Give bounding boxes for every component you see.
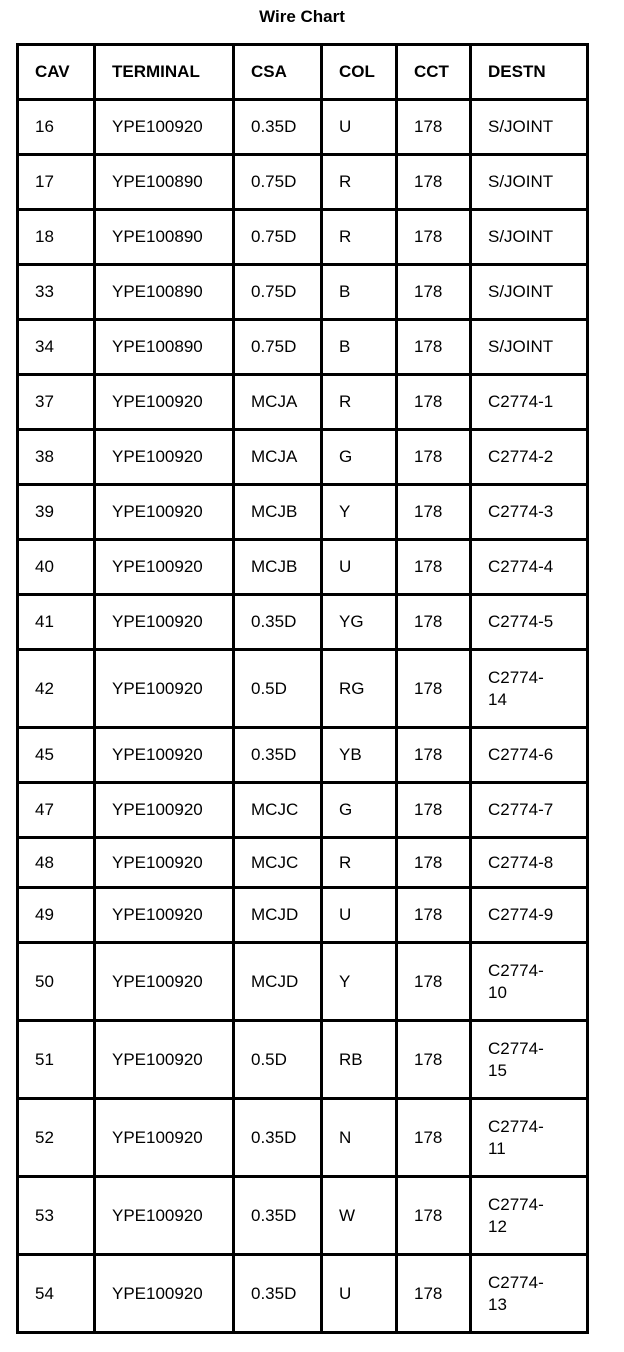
cell-csa: 0.75D: [234, 265, 322, 320]
table-row: [18, 1021, 588, 1099]
cell-destn: C2774-8: [471, 838, 588, 888]
table-row: [18, 375, 588, 430]
cell-col: B: [322, 265, 397, 320]
cell-col: U: [322, 100, 397, 155]
cell-csa: 0.35D: [234, 1099, 322, 1177]
cell-terminal: YPE100920: [95, 1177, 234, 1255]
column-header-cct: CCT: [397, 45, 471, 100]
cell-destn: C2774-2: [471, 430, 588, 485]
cell-csa: 0.35D: [234, 728, 322, 783]
cell-cct: 178: [397, 100, 471, 155]
cell-col: U: [322, 540, 397, 595]
cell-cav: 53: [18, 1177, 95, 1255]
column-header-terminal: TERMINAL: [95, 45, 234, 100]
cell-col: RB: [322, 1021, 397, 1099]
cell-col: RG: [322, 650, 397, 728]
table-row: [18, 728, 588, 783]
cell-destn: C2774-3: [471, 485, 588, 540]
cell-col: U: [322, 888, 397, 943]
cell-cav: 42: [18, 650, 95, 728]
cell-csa: MCJD: [234, 943, 322, 1021]
cell-cct: 178: [397, 155, 471, 210]
cell-col: YG: [322, 595, 397, 650]
table-row: [18, 155, 588, 210]
cell-terminal: YPE100920: [95, 540, 234, 595]
cell-destn: C2774- 10: [471, 943, 588, 1021]
cell-terminal: YPE100920: [95, 728, 234, 783]
table-row: [18, 100, 588, 155]
cell-cct: 178: [397, 650, 471, 728]
cell-cct: 178: [397, 1021, 471, 1099]
cell-cct: 178: [397, 943, 471, 1021]
cell-cav: 17: [18, 155, 95, 210]
cell-terminal: YPE100920: [95, 375, 234, 430]
cell-destn: S/JOINT: [471, 320, 588, 375]
cell-cct: 178: [397, 540, 471, 595]
table-row: [18, 485, 588, 540]
cell-csa: 0.75D: [234, 210, 322, 265]
cell-cct: 178: [397, 728, 471, 783]
cell-cav: 54: [18, 1255, 95, 1333]
cell-terminal: YPE100920: [95, 1099, 234, 1177]
cell-cav: 51: [18, 1021, 95, 1099]
table-row: [18, 1255, 588, 1333]
cell-cav: 34: [18, 320, 95, 375]
cell-csa: MCJC: [234, 838, 322, 888]
cell-destn: C2774- 11: [471, 1099, 588, 1177]
table-row: [18, 595, 588, 650]
wire-chart-table: [16, 43, 589, 1334]
table-header-row: [18, 45, 588, 100]
cell-terminal: YPE100920: [95, 1255, 234, 1333]
cell-terminal: YPE100920: [95, 888, 234, 943]
cell-destn: C2774-5: [471, 595, 588, 650]
cell-terminal: YPE100890: [95, 210, 234, 265]
table-row: [18, 650, 588, 728]
cell-cav: 16: [18, 100, 95, 155]
cell-cct: 178: [397, 595, 471, 650]
cell-destn: S/JOINT: [471, 155, 588, 210]
cell-destn: C2774-7: [471, 783, 588, 838]
cell-terminal: YPE100890: [95, 265, 234, 320]
cell-csa: 0.5D: [234, 1021, 322, 1099]
cell-terminal: YPE100890: [95, 155, 234, 210]
table-row: [18, 320, 588, 375]
cell-terminal: YPE100920: [95, 430, 234, 485]
table-row: [18, 540, 588, 595]
cell-cct: 178: [397, 1177, 471, 1255]
cell-csa: 0.35D: [234, 1177, 322, 1255]
table-row: [18, 888, 588, 943]
cell-cav: 41: [18, 595, 95, 650]
cell-destn: C2774-4: [471, 540, 588, 595]
column-header-col: COL: [322, 45, 397, 100]
cell-col: R: [322, 210, 397, 265]
cell-cct: 178: [397, 783, 471, 838]
cell-col: R: [322, 155, 397, 210]
cell-destn: C2774-9: [471, 888, 588, 943]
cell-col: W: [322, 1177, 397, 1255]
column-header-destn: DESTN: [471, 45, 588, 100]
cell-cct: 178: [397, 1255, 471, 1333]
cell-terminal: YPE100920: [95, 1021, 234, 1099]
cell-cav: 45: [18, 728, 95, 783]
cell-destn: C2774- 12: [471, 1177, 588, 1255]
cell-csa: MCJC: [234, 783, 322, 838]
cell-cav: 50: [18, 943, 95, 1021]
cell-cct: 178: [397, 1099, 471, 1177]
cell-terminal: YPE100890: [95, 320, 234, 375]
cell-terminal: YPE100920: [95, 595, 234, 650]
cell-col: Y: [322, 485, 397, 540]
cell-cav: 39: [18, 485, 95, 540]
cell-destn: C2774- 13: [471, 1255, 588, 1333]
cell-terminal: YPE100920: [95, 485, 234, 540]
cell-col: R: [322, 375, 397, 430]
cell-col: G: [322, 783, 397, 838]
cell-csa: MCJA: [234, 430, 322, 485]
cell-terminal: YPE100920: [95, 100, 234, 155]
cell-cct: 178: [397, 320, 471, 375]
cell-cav: 37: [18, 375, 95, 430]
cell-col: Y: [322, 943, 397, 1021]
cell-csa: MCJB: [234, 485, 322, 540]
cell-destn: C2774-1: [471, 375, 588, 430]
cell-terminal: YPE100920: [95, 838, 234, 888]
cell-terminal: YPE100920: [95, 783, 234, 838]
cell-destn: S/JOINT: [471, 265, 588, 320]
cell-csa: MCJB: [234, 540, 322, 595]
column-header-csa: CSA: [234, 45, 322, 100]
table-row: [18, 430, 588, 485]
cell-destn: S/JOINT: [471, 100, 588, 155]
table-row: [18, 783, 588, 838]
cell-cct: 178: [397, 265, 471, 320]
table-row: [18, 943, 588, 1021]
cell-csa: 0.35D: [234, 1255, 322, 1333]
cell-terminal: YPE100920: [95, 650, 234, 728]
cell-cct: 178: [397, 838, 471, 888]
cell-cct: 178: [397, 485, 471, 540]
cell-cct: 178: [397, 888, 471, 943]
cell-cct: 178: [397, 375, 471, 430]
table-row: [18, 1177, 588, 1255]
cell-col: N: [322, 1099, 397, 1177]
table-row: [18, 265, 588, 320]
cell-cav: 49: [18, 888, 95, 943]
cell-cav: 47: [18, 783, 95, 838]
cell-cav: 18: [18, 210, 95, 265]
cell-col: YB: [322, 728, 397, 783]
cell-cct: 178: [397, 210, 471, 265]
cell-csa: 0.35D: [234, 595, 322, 650]
cell-destn: C2774-6: [471, 728, 588, 783]
cell-cav: 33: [18, 265, 95, 320]
cell-destn: C2774- 14: [471, 650, 588, 728]
cell-csa: MCJD: [234, 888, 322, 943]
cell-csa: 0.75D: [234, 320, 322, 375]
cell-destn: C2774- 15: [471, 1021, 588, 1099]
column-header-cav: CAV: [18, 45, 95, 100]
cell-csa: 0.35D: [234, 100, 322, 155]
cell-col: R: [322, 838, 397, 888]
table-body: [18, 100, 588, 1333]
cell-col: B: [322, 320, 397, 375]
cell-cct: 178: [397, 430, 471, 485]
table-row: [18, 1099, 588, 1177]
cell-cav: 40: [18, 540, 95, 595]
cell-csa: 0.75D: [234, 155, 322, 210]
table-row: [18, 210, 588, 265]
page-title: Wire Chart: [259, 7, 345, 26]
cell-csa: 0.5D: [234, 650, 322, 728]
cell-csa: MCJA: [234, 375, 322, 430]
cell-cav: 38: [18, 430, 95, 485]
cell-cav: 52: [18, 1099, 95, 1177]
cell-col: U: [322, 1255, 397, 1333]
table-row: [18, 838, 588, 888]
cell-cav: 48: [18, 838, 95, 888]
cell-col: G: [322, 430, 397, 485]
cell-terminal: YPE100920: [95, 943, 234, 1021]
cell-destn: S/JOINT: [471, 210, 588, 265]
